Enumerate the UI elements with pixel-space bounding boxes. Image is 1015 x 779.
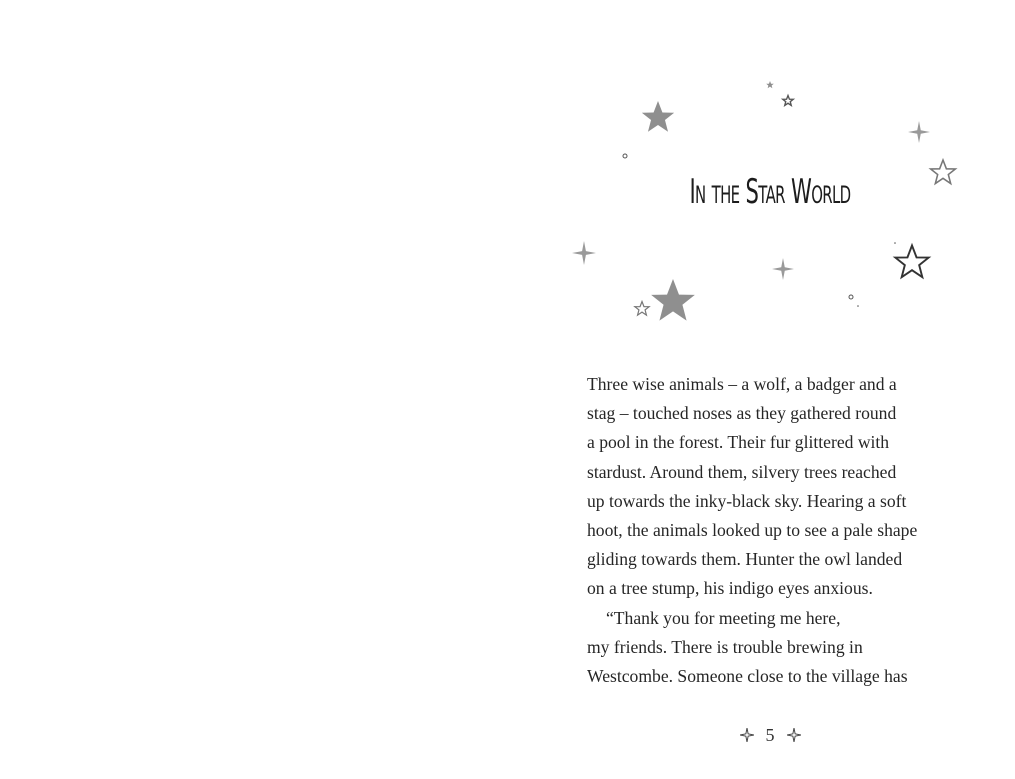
page-footer [730, 722, 810, 748]
body-text [587, 370, 957, 691]
text-line: Three wise animals – a wolf, a badger and a [587, 374, 897, 394]
text-line: a pool in the forest. Their fur glittered with [587, 432, 890, 453]
text-line: up towards the inky-black sky. Hearing a soft [587, 490, 907, 511]
text-line: gliding towards them. Hunter the owl landed [587, 549, 903, 570]
text-line: “Thank you for meeting me here, [606, 607, 841, 628]
text-line: Westcombe. Someone close to the village has [587, 666, 908, 687]
text-line: on a tree stump, his indigo eyes anxious. [587, 578, 873, 599]
left-page-blank [0, 0, 507, 779]
text-line: stag – touched noses as they gathered round [587, 403, 897, 424]
text-line: my friends. There is trouble brewing in [587, 636, 863, 657]
sparkle-icon [787, 728, 801, 742]
text-line: stardust. Around them, silvery trees reached [587, 461, 897, 482]
page-number: 5 [765, 724, 775, 745]
sparkle-icon [740, 728, 754, 742]
chapter-title: In the Star World [689, 172, 851, 212]
text-line: hoot, the animals looked up to see a pale shape [587, 520, 918, 541]
